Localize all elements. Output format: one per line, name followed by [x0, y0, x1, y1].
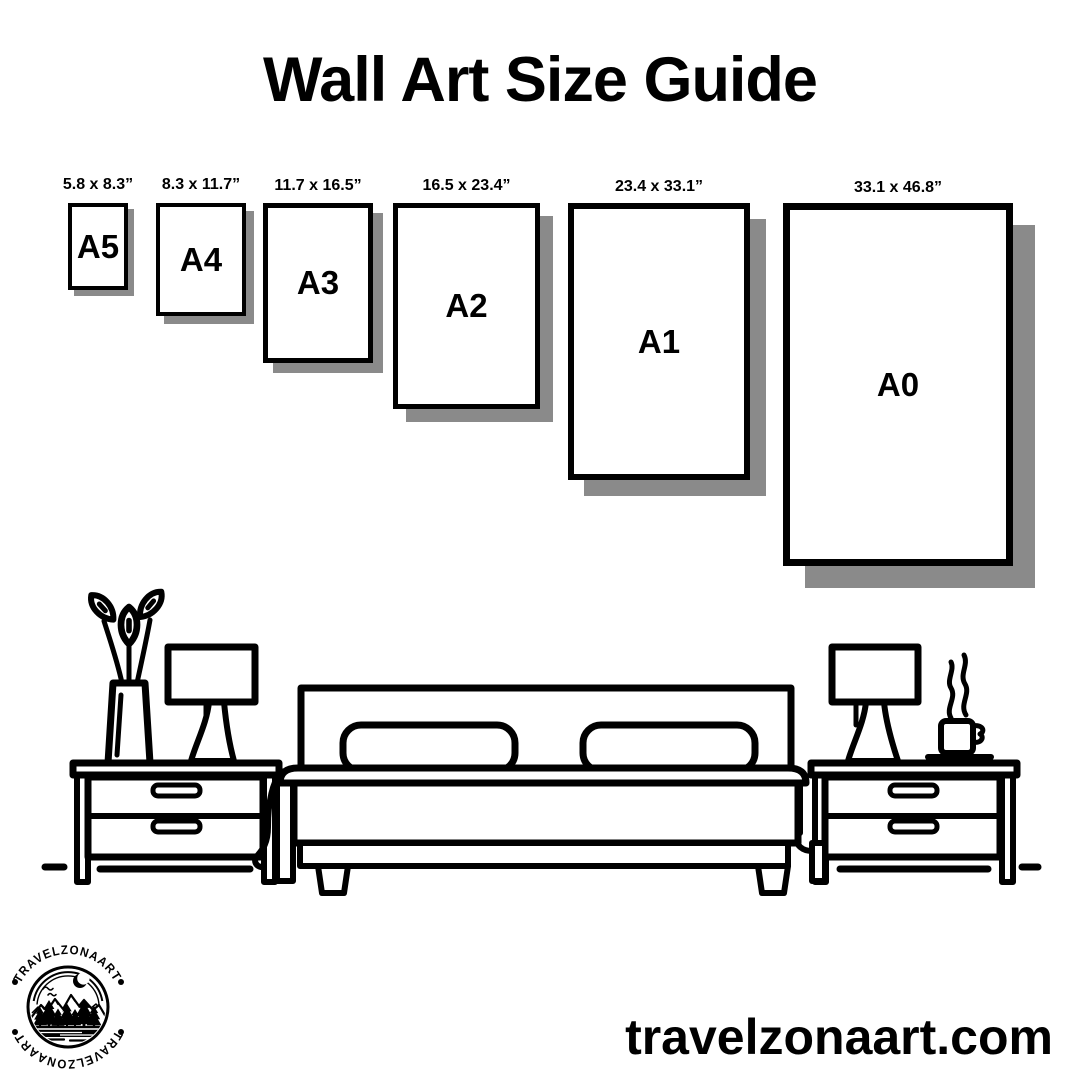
table-lamp-right-icon — [832, 647, 918, 763]
logo-brand-text-top — [11, 943, 124, 985]
double-bed-icon — [255, 688, 825, 893]
logo-dot-icon — [12, 1029, 18, 1035]
frame-a1 — [568, 178, 750, 480]
frame-a4 — [156, 176, 246, 316]
coffee-cup-icon — [928, 655, 991, 757]
logo-dot-icon — [12, 979, 18, 985]
logo-dot-icon — [118, 1029, 124, 1035]
website-url: travelzonaart.com — [625, 1009, 1053, 1065]
logo-mountain-scene-icon — [30, 972, 106, 1040]
frame-a0 — [783, 179, 1013, 566]
frame-a5 — [62, 176, 134, 290]
svg-text:TRAVELZONAART: TRAVELZONAART — [10, 942, 125, 986]
table-lamp-left-icon — [168, 647, 255, 763]
brand-logo — [1, 940, 135, 1074]
logo-dot-icon — [118, 979, 124, 985]
frame-a5-code: A5 — [76, 227, 120, 265]
bedroom-illustration — [0, 585, 1080, 905]
frame-a0-code: A0 — [876, 365, 920, 403]
frame-a3-code: A3 — [296, 264, 340, 301]
frame-a1-dimensions: 23.4 x 33.1” — [614, 178, 704, 195]
pillow-left-icon — [343, 725, 515, 771]
frame-a4-dimensions: 8.3 x 11.7” — [161, 176, 241, 193]
frame-a5-dimensions: 5.8 x 8.3” — [62, 176, 134, 193]
svg-text:TRAVELZONAART: TRAVELZONAART — [11, 1028, 126, 1072]
frame-a2 — [393, 177, 540, 409]
frame-a0-dimensions: 33.1 x 46.8” — [853, 179, 943, 196]
page-title: Wall Art Size Guide — [263, 45, 817, 115]
frame-a2-code: A2 — [445, 287, 488, 324]
nightstand-left-icon — [73, 763, 279, 882]
potted-plant-icon — [86, 587, 167, 763]
frame-a3 — [263, 177, 373, 363]
frame-a1-code: A1 — [637, 322, 681, 360]
frame-a3-dimensions: 11.7 x 16.5” — [274, 177, 362, 194]
pillow-right-icon — [583, 725, 755, 771]
nightstand-right-icon — [811, 763, 1017, 882]
frame-a4-code: A4 — [179, 240, 223, 278]
frame-a2-dimensions: 16.5 x 23.4” — [422, 177, 511, 194]
